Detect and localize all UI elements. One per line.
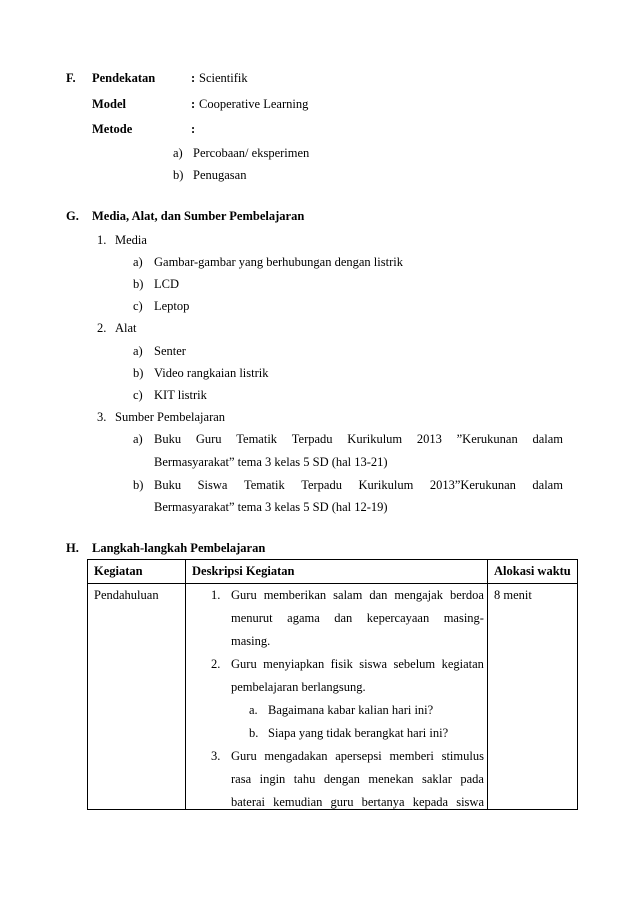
media-item: Gambar-gambar yang berhubungan dengan listrik xyxy=(154,255,403,269)
word: Guru xyxy=(231,749,257,763)
word: kepada xyxy=(412,795,449,809)
word: Guru xyxy=(195,432,222,446)
word: rasa xyxy=(231,772,252,786)
alat-item: KIT listrik xyxy=(154,388,207,402)
word: agama xyxy=(287,611,320,625)
word: kemudian xyxy=(273,795,323,809)
word: tahu xyxy=(293,772,316,786)
model-sep: : xyxy=(191,97,196,111)
word: saklar xyxy=(422,772,452,786)
step-line xyxy=(231,795,484,810)
alat-item: Senter xyxy=(154,344,186,358)
alokasi-cell xyxy=(488,584,578,810)
pendekatan-value: Scientifik xyxy=(199,71,248,85)
word: salam xyxy=(333,588,363,602)
step-line xyxy=(231,588,484,603)
step-num: 2. xyxy=(211,657,221,671)
step-line: masing. xyxy=(231,634,271,648)
word: fisik xyxy=(330,657,353,671)
model-value: Cooperative Learning xyxy=(199,97,309,111)
method-text: Percobaan/ eksperimen xyxy=(193,146,310,160)
alokasi-text: 8 menit xyxy=(494,588,532,602)
metode-sep: : xyxy=(191,122,196,136)
word: dengan xyxy=(323,772,360,786)
list-marker: b) xyxy=(133,478,144,492)
word: Terpadu xyxy=(291,432,333,446)
word: dan xyxy=(369,588,388,602)
pendekatan-label: Pendekatan xyxy=(92,71,156,85)
word: mengadakan xyxy=(264,749,328,763)
word: menyiapkan xyxy=(263,657,325,671)
word: memberikan xyxy=(263,588,327,602)
sumber-b-line2: Bermasyarakat” tema 3 kelas 5 SD (hal 12-19) xyxy=(154,500,388,514)
step-num: 3. xyxy=(211,749,221,763)
media-item: LCD xyxy=(154,277,179,291)
list-marker: a) xyxy=(133,432,143,446)
sumber-b-line1 xyxy=(154,478,563,493)
header-alokasi: Alokasi waktu xyxy=(488,560,578,584)
media-item: Leptop xyxy=(154,299,190,313)
word: Kurikulum xyxy=(347,432,403,446)
section-g-letter: G. xyxy=(66,209,79,223)
question-marker: a. xyxy=(249,703,258,717)
word: menekan xyxy=(368,772,414,786)
steps-table xyxy=(87,559,578,810)
alat-num: 2. xyxy=(97,321,107,335)
alat-item: Video rangkaian listrik xyxy=(154,366,269,380)
table-row xyxy=(88,584,578,810)
method-marker: b) xyxy=(173,168,184,182)
step-line xyxy=(231,611,484,626)
word: guru xyxy=(330,795,354,809)
word: Siswa xyxy=(197,478,228,492)
kegiatan-cell xyxy=(88,584,186,810)
word: Guru xyxy=(231,657,257,671)
question-marker: b. xyxy=(249,726,259,740)
word: Kurikulum xyxy=(358,478,414,492)
word: 2013”Kerukunan xyxy=(429,478,516,492)
media-num: 1. xyxy=(97,233,107,247)
word: stimulus xyxy=(441,749,484,763)
method-text: Penugasan xyxy=(193,168,247,182)
question-text: Bagaimana kabar kalian hari ini? xyxy=(268,703,434,717)
word: apersepsi xyxy=(335,749,382,763)
word: Guru xyxy=(231,588,257,602)
table-header-row xyxy=(88,560,578,584)
word: memberi xyxy=(389,749,434,763)
word: sebelum xyxy=(393,657,436,671)
step-line: pembelajaran berlangsung. xyxy=(231,680,366,694)
list-marker: c) xyxy=(133,299,143,313)
list-marker: b) xyxy=(133,277,144,291)
list-marker: a) xyxy=(133,344,143,358)
list-marker: a) xyxy=(133,255,143,269)
model-label: Model xyxy=(92,97,127,111)
word: dalam xyxy=(532,432,563,446)
step-line xyxy=(231,772,484,787)
section-f-letter: F. xyxy=(66,71,76,85)
word: mengajak xyxy=(394,588,443,602)
word: masing- xyxy=(443,611,484,625)
kegiatan-text: Pendahuluan xyxy=(94,588,159,602)
word: siswa xyxy=(359,657,388,671)
deskripsi-cell xyxy=(186,584,488,810)
deskripsi-content xyxy=(192,584,484,809)
pendekatan-sep: : xyxy=(191,71,196,85)
word: kegiatan xyxy=(441,657,484,671)
word: Terpadu xyxy=(301,478,342,492)
header-kegiatan: Kegiatan xyxy=(88,560,186,584)
word: siswa xyxy=(456,795,484,809)
sumber-num: 3. xyxy=(97,410,107,424)
word: menurut xyxy=(231,611,273,625)
word: Buku xyxy=(154,432,182,446)
word: kepercayaan xyxy=(366,611,430,625)
word: ”Kerukunan xyxy=(456,432,518,446)
word: Buku xyxy=(154,478,182,492)
sumber-a-line2: Bermasyarakat” tema 3 kelas 5 SD (hal 13-21) xyxy=(154,455,388,469)
word: dalam xyxy=(532,478,563,492)
word: berdoa xyxy=(449,588,484,602)
word: 2013 xyxy=(416,432,442,446)
section-h-title: Langkah-langkah Pembelajaran xyxy=(92,541,266,555)
word: Tematik xyxy=(243,478,285,492)
header-deskripsi: Deskripsi Kegiatan xyxy=(186,560,488,584)
method-marker: a) xyxy=(173,146,183,160)
word: bertanya xyxy=(361,795,405,809)
media-title: Media xyxy=(115,233,147,247)
step-num: 1. xyxy=(211,588,221,602)
step-line xyxy=(231,657,484,672)
section-h-letter: H. xyxy=(66,541,79,555)
word: ingin xyxy=(259,772,286,786)
question-text: Siapa yang tidak berangkat hari ini? xyxy=(268,726,449,740)
word: baterai xyxy=(231,795,266,809)
list-marker: c) xyxy=(133,388,143,402)
sumber-a-line1 xyxy=(154,432,563,447)
list-marker: b) xyxy=(133,366,144,380)
word: Tematik xyxy=(236,432,278,446)
alat-title: Alat xyxy=(115,321,137,335)
word: pada xyxy=(460,772,484,786)
section-g-title: Media, Alat, dan Sumber Pembelajaran xyxy=(92,209,305,223)
step-line xyxy=(231,749,484,764)
metode-label: Metode xyxy=(92,122,133,136)
word: dan xyxy=(334,611,353,625)
sumber-title: Sumber Pembelajaran xyxy=(115,410,226,424)
